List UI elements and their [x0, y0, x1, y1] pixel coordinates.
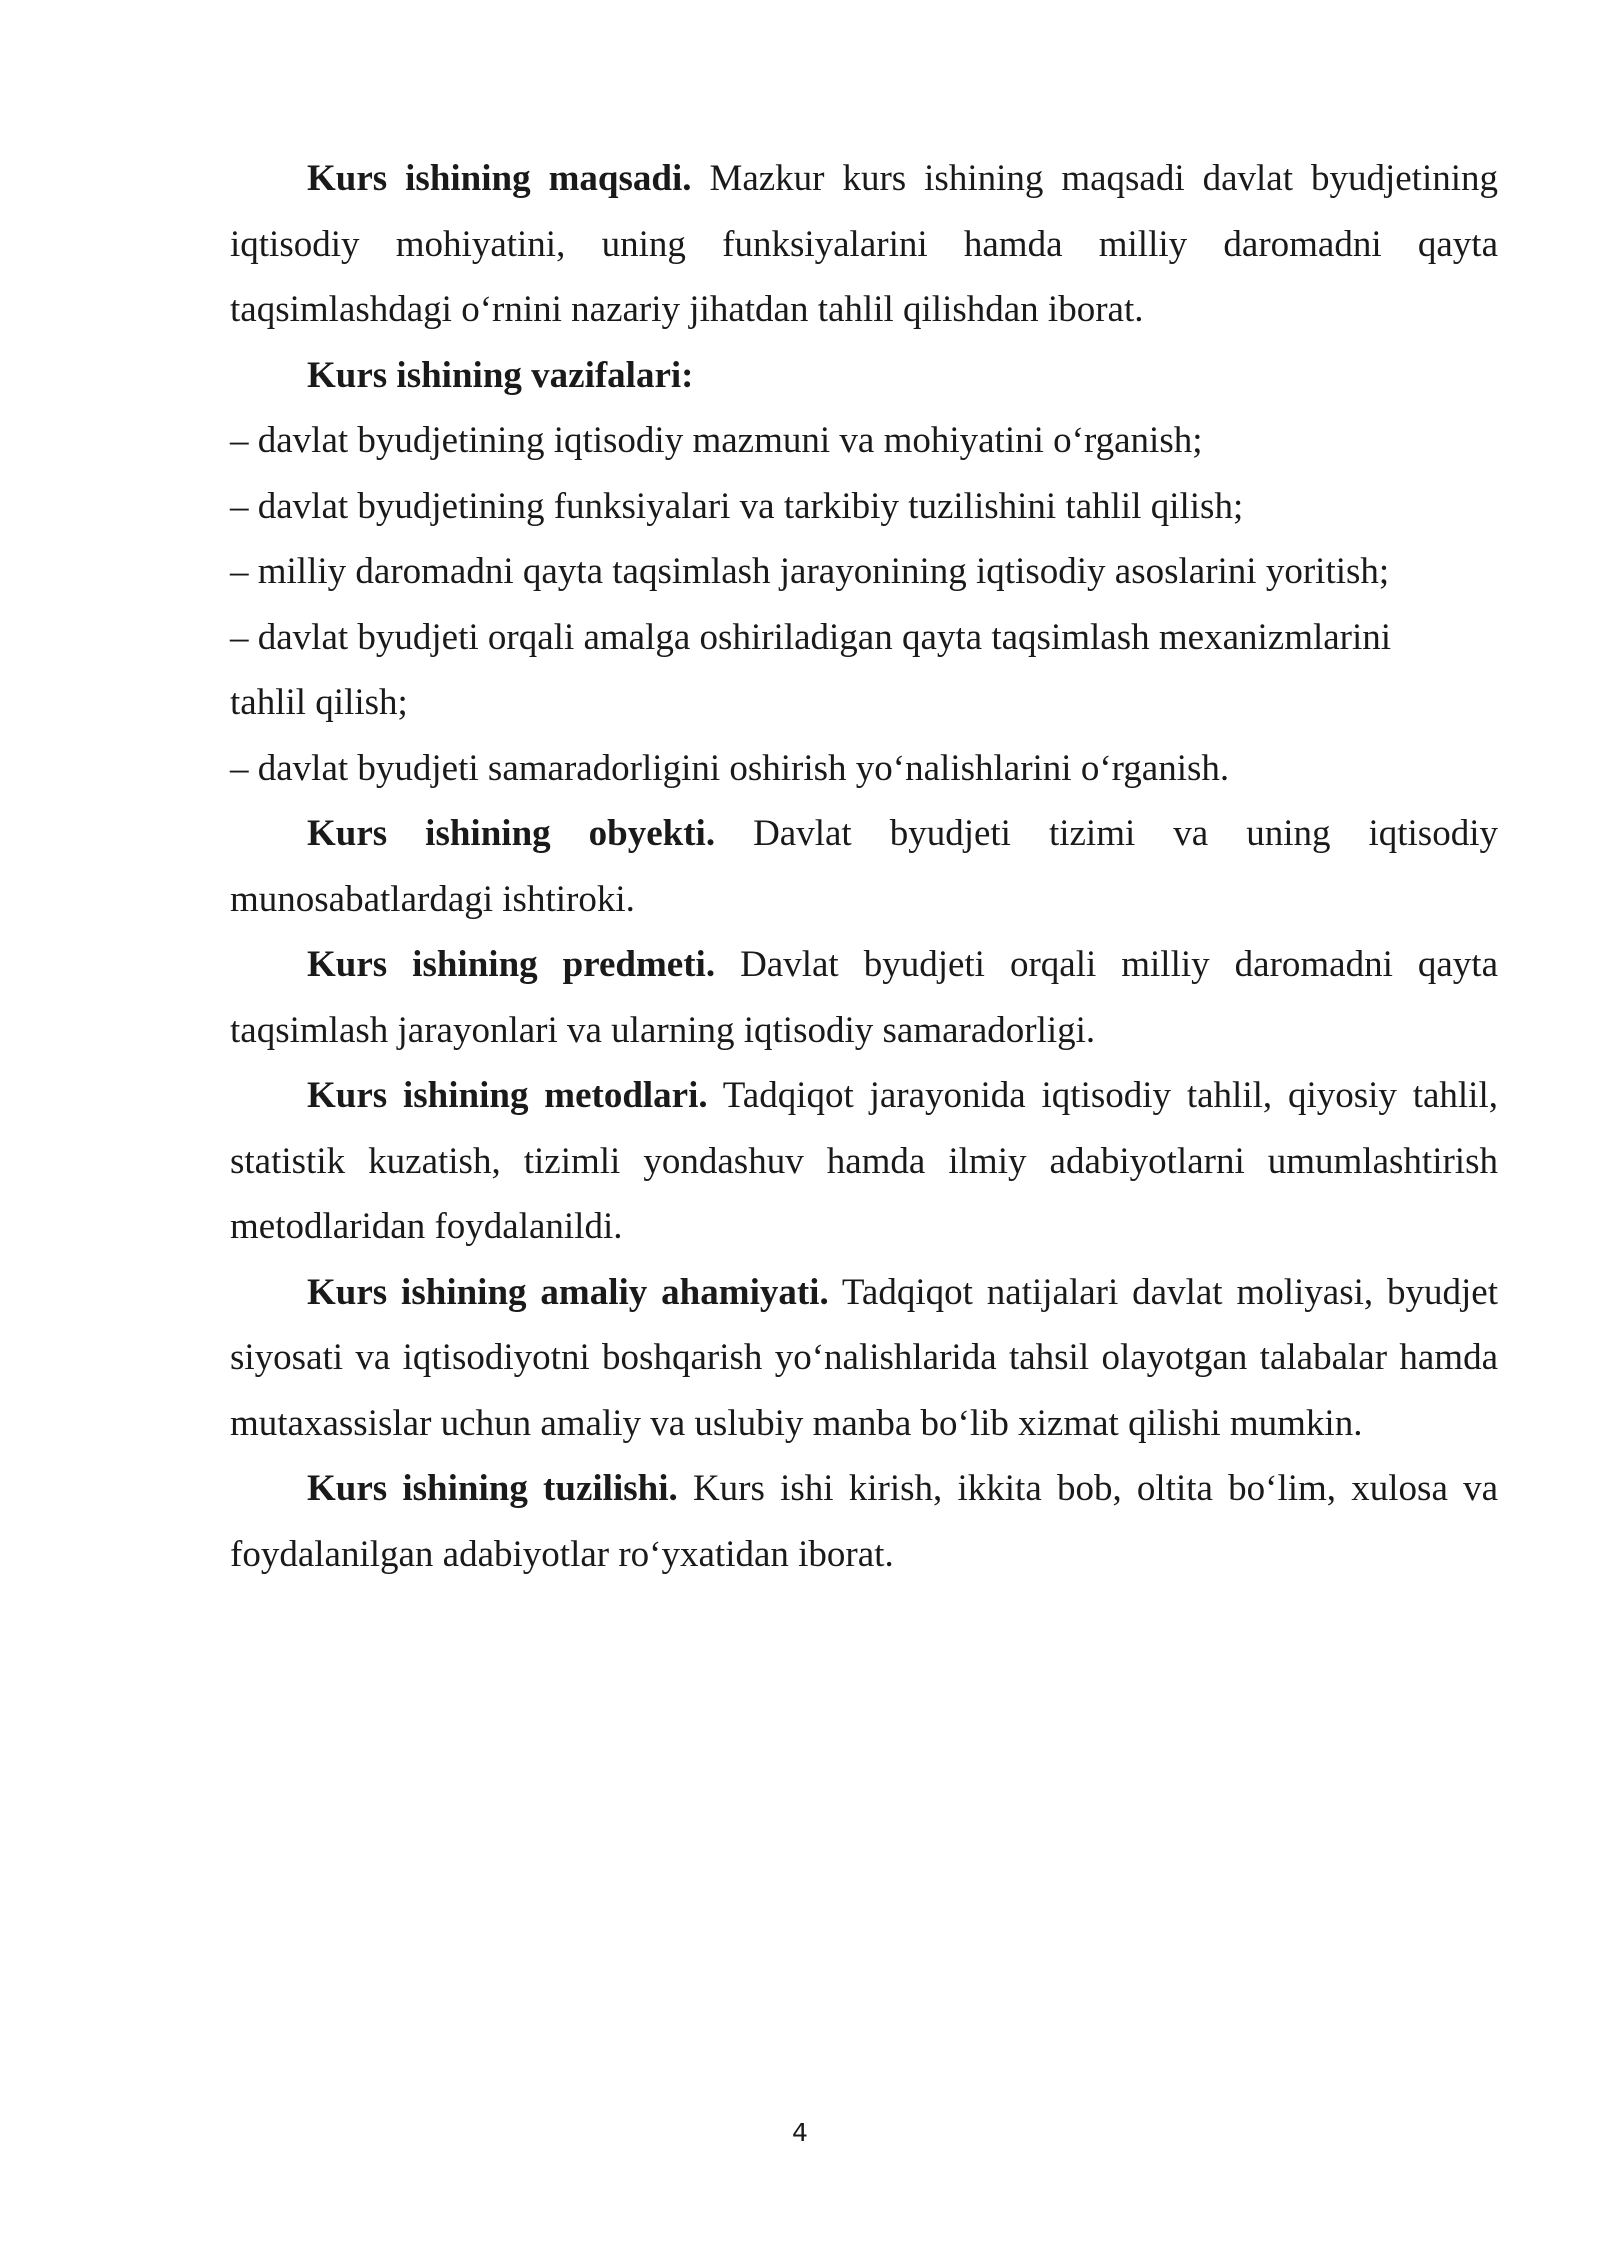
paragraph-methods	[230, 1063, 1498, 1260]
paragraph-text: Davlat byudjeti orqali milliy daromadni qayta taqsimlash jarayonlari va ularning iqtisodiy samaradorligi.	[230, 944, 1498, 1051]
paragraph-heading: Kurs ishining obyekti.	[307, 813, 716, 854]
list-item: – davlat byudjeti samaradorligini oshirish yo‘nalishlarini o‘rganish.	[230, 747, 1230, 789]
paragraph-heading: Kurs ishining predmeti.	[307, 944, 716, 985]
paragraph-text: Mazkur kurs ishining maqsadi davlat byudjetining iqtisodiy mohiyatini, uning funksiyalarini hamda milliy daromadni qayta taqsimlashdagi o‘rnini nazariy jihatdan tahlil qilishdan iborat.	[230, 158, 1498, 330]
tasks-heading: Kurs ishining vazifalari:	[307, 354, 694, 396]
list-item: – davlat byudjeti orqali amalga oshiriladigan qayta taqsimlash mexanizmlarini tahlil qilish;	[230, 616, 1392, 723]
paragraph-subject	[230, 932, 1498, 1063]
list-item: – milliy daromadni qayta taqsimlash jarayonining iqtisodiy asoslarini yoritish;	[230, 551, 1390, 592]
paragraph-text: Tadqiqot jarayonida iqtisodiy tahlil, qiyosiy tahlil, statistik kuzatish, tizimli yondashuv hamda ilmiy adabiyotlarni umumlashtirish metodlaridan foydalanildi.	[230, 1075, 1498, 1247]
paragraph-structure	[230, 1456, 1498, 1587]
page-number: 4	[792, 2118, 808, 2147]
paragraph-text: Davlat byudjeti tizimi va uning iqtisodiy munosabatlardagi ishtiroki.	[230, 813, 1498, 920]
paragraph-goal	[230, 146, 1498, 343]
paragraph-heading: Kurs ishining amaliy ahamiyati.	[307, 1271, 829, 1313]
paragraph-practical-significance	[230, 1260, 1498, 1457]
paragraph-text: Tadqiqot natijalari davlat moliyasi, byudjet siyosati va iqtisodiyotni boshqarish yo‘nalishlarida tahsil olayotgan talabalar hamda mutaxassislar uchun amaliy va uslubiy manba bo‘lib xizmat qilishi mumkin.	[230, 1271, 1498, 1444]
paragraph-heading: Kurs ishining metodlari.	[307, 1075, 708, 1116]
list-item: – davlat byudjetining iqtisodiy mazmuni va mohiyatini o‘rganish;	[230, 420, 1203, 461]
paragraph-heading: Kurs ishining tuzilishi.	[307, 1468, 678, 1509]
list-item: – davlat byudjetining funksiyalari va tarkibiy tuzilishini tahlil qilish;	[230, 485, 1244, 527]
paragraph-text: Kurs ishi kirish, ikkita bob, oltita bo‘lim, xulosa va foydalanilgan adabiyotlar ro‘yxatidan iborat.	[230, 1468, 1498, 1575]
paragraph-heading: Kurs ishining maqsadi.	[307, 158, 692, 199]
page-body	[230, 146, 1498, 1587]
paragraph-object	[230, 801, 1498, 932]
